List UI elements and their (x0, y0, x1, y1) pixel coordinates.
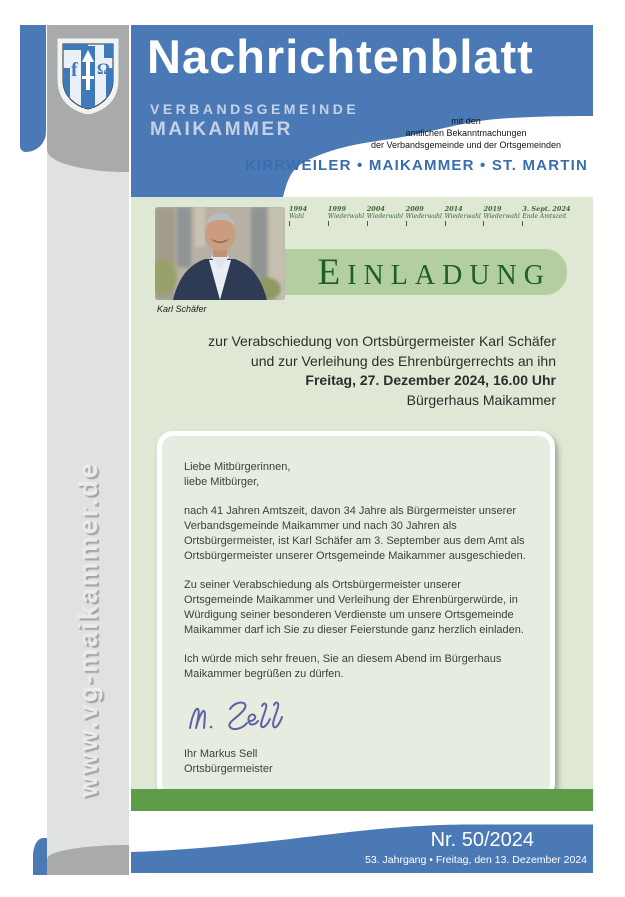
invitation-heading: EINLADUNG (317, 252, 551, 293)
volume-and-date: 53. Jahrgang • Freitag, den 13. Dezember 2024 (365, 854, 587, 866)
invitation-details (208, 332, 556, 410)
letter-paragraph: nach 41 Jahren Amtszeit, davon 34 Jahre als Bürgermeister unserer Verbandsgemeinde Maikammer und nach 30 Jahren als Ortsbürgermeister, ist Karl Schäfer am 3. September aus dem Amt als Ortsbürgermeister unserer Ortsgemeinde Maikammer ausgeschieden. (184, 505, 526, 562)
left-blue-stripe-top (20, 25, 46, 152)
left-blue-stripe-bottom (33, 838, 47, 875)
timeline-tick (367, 221, 368, 226)
official-notice-text (311, 115, 621, 151)
notice-line: amtlichen Bekanntmachungen (405, 128, 527, 138)
timeline-entry: 1999 Wiederwahl (328, 205, 367, 226)
newsletter-title: Nachrichtenblatt (147, 30, 534, 83)
coat-of-arms-icon (57, 38, 119, 114)
content-area (131, 197, 593, 789)
timeline-entry: 2009 Wiederwahl (406, 205, 445, 226)
timeline-entry: 2014 Wiederwahl (445, 205, 484, 226)
municipalities-line: KIRRWEILER • MAIKAMMER • ST. MARTIN (244, 157, 588, 174)
website-url-vertical: www.vg-maikammer.de (72, 461, 103, 797)
masthead (131, 25, 593, 197)
term-timeline (289, 205, 571, 226)
timeline-entry: 2004 Wiederwahl (367, 205, 406, 226)
timeline-tick (445, 221, 446, 226)
invitation-datetime: Freitag, 27. Dezember 2024, 16.00 Uhr (305, 372, 556, 388)
coat-left-glyph: f (71, 59, 78, 81)
karl-schaefer-photo (155, 207, 285, 300)
green-divider-bar (131, 789, 593, 811)
notice-line: der Verbandsgemeinde und der Ortsgemeinden (370, 140, 562, 150)
letter-box (157, 431, 555, 800)
timeline-tick (522, 221, 523, 226)
signature-handwriting (184, 698, 294, 738)
invitation-line: und zur Verleihung des Ehrenbürgerrechts an ihn (250, 352, 556, 369)
letter-closing: Ihr Markus Sell Ortsbürgermeister (184, 748, 273, 775)
timeline-entry: 1994 Wahl (289, 205, 328, 226)
timeline-tick (328, 221, 329, 226)
timeline-tick (483, 221, 484, 226)
issue-number: Nr. 50/2024 (430, 829, 534, 851)
timeline-tick (289, 221, 290, 226)
invitation-line: zur Verabschiedung von Ortsbürgermeister Karl Schäfer (208, 333, 556, 349)
timeline-tick (406, 221, 407, 226)
letter-paragraph: Ich würde mich sehr freuen, Sie an diesem Abend im Bürgerhaus Maikammer begrüßen zu dürfen. (184, 653, 502, 680)
org-name-line2: MAIKAMMER (150, 119, 293, 140)
timeline-entry: 3. Sept. 2024 Ende Amtszeit (522, 205, 571, 226)
footer-band (131, 820, 593, 873)
letter-salutation: Liebe Mitbürgerinnen, liebe Mitbürger, (184, 461, 291, 488)
timeline-entry: 2019 Wiederwahl (483, 205, 522, 226)
notice-line: mit den (451, 116, 481, 126)
letter-paragraph: Zu seiner Verabschiedung als Ortsbürgermeister unserer Ortsgemeinde Maikammer und Verleihung der Ehrenbürgerwürde, in Würdigung seiner besonderen Verdienste um unsere Ortsgemeinde Maikammer darf ich Sie zu dieser Feierstunde ganz herzlich einladen. (184, 579, 524, 636)
photo-caption: Karl Schäfer (157, 304, 207, 314)
invitation-venue: Bürgerhaus Maikammer (406, 391, 556, 408)
coat-right-glyph: Ω (97, 61, 110, 78)
org-name-line1: VERBANDSGEMEINDE (150, 101, 360, 117)
invitation-banner (271, 249, 567, 295)
